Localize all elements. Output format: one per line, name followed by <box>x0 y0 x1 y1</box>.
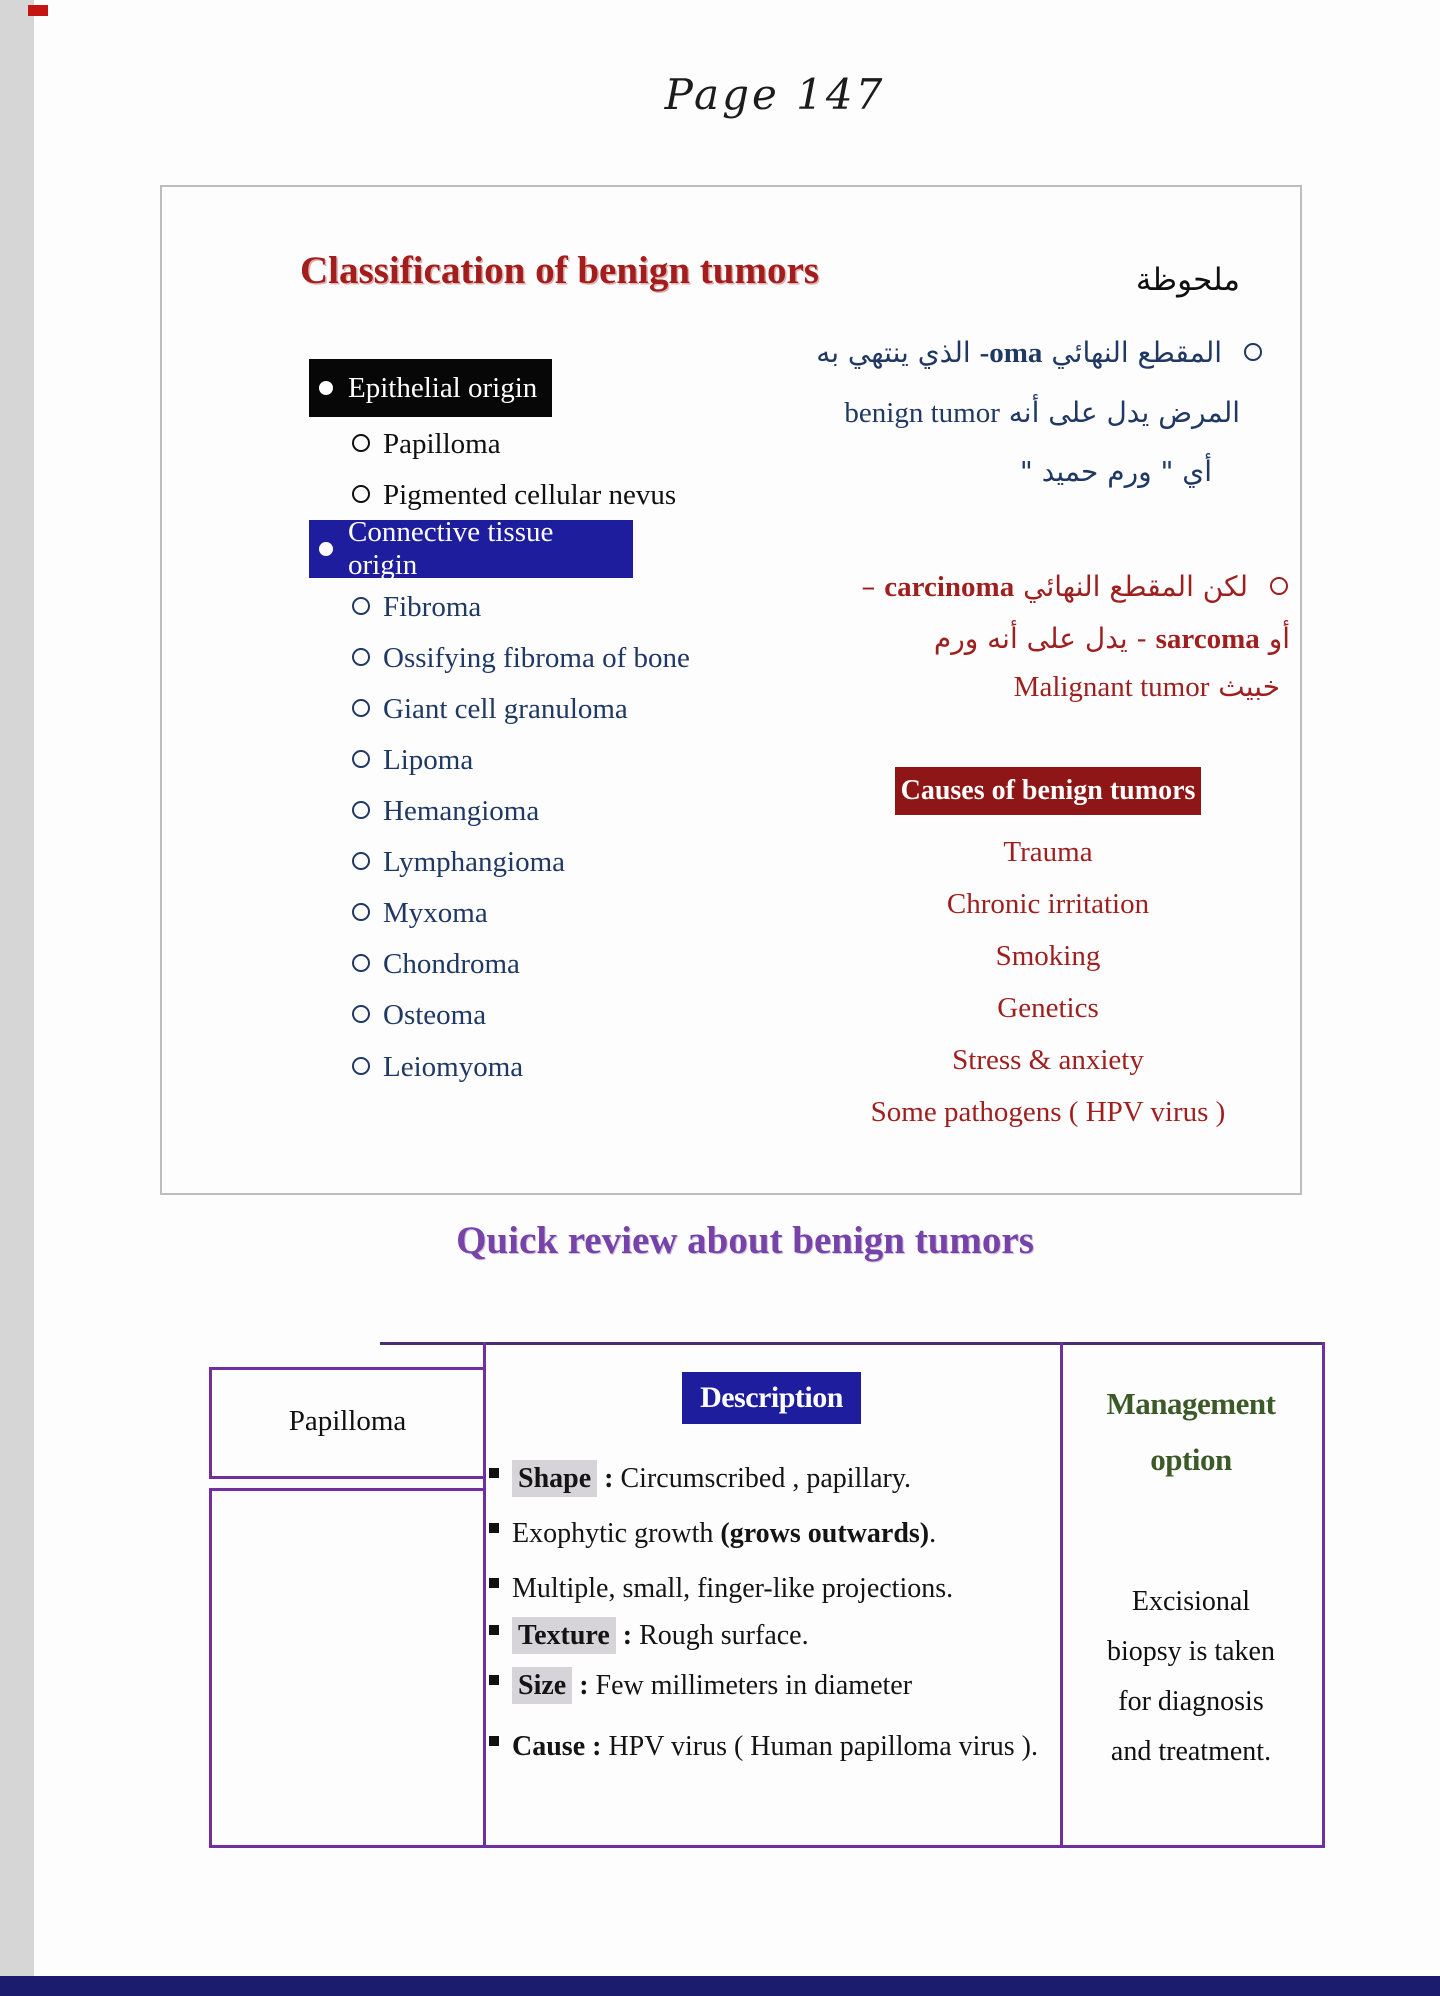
page-number: Page 147 <box>664 70 886 119</box>
square-bullet-icon <box>489 1523 499 1533</box>
list-item <box>352 479 676 512</box>
benign-note-line2 <box>844 396 1240 430</box>
square-bullet-icon <box>489 1675 499 1685</box>
management-header-line2: option <box>1150 1442 1232 1477</box>
english-term: benign tumor <box>844 397 1000 429</box>
item-text: Circumscribed , papillary. <box>620 1463 912 1494</box>
circle-bullet-icon <box>352 903 370 921</box>
malignant-note-line3 <box>1014 670 1280 704</box>
table-border-top <box>380 1342 1322 1345</box>
square-bullet-icon <box>489 1578 499 1588</box>
scan-artifact-mark <box>28 5 48 16</box>
cause-item: Smoking <box>995 940 1101 972</box>
filled-bullet-icon <box>319 381 333 395</box>
management-header-line1: Management <box>1106 1386 1276 1421</box>
table-border <box>209 1488 212 1848</box>
circle-bullet-icon <box>352 852 370 870</box>
list-item-label: Lymphangioma <box>383 846 566 878</box>
management-text-line: and treatment. <box>1110 1736 1272 1767</box>
arabic-text: أو <box>1268 622 1290 655</box>
item-text: Few millimeters in diameter <box>595 1670 913 1701</box>
arabic-text: الذي ينتهي به <box>816 336 971 369</box>
description-item <box>489 1452 1064 1505</box>
review-heading: Quick review about benign tumors <box>456 1219 1034 1262</box>
list-item <box>352 1051 523 1084</box>
list-item-label: Pigmented cellular nevus <box>383 479 677 511</box>
cause-item: Trauma <box>1003 836 1093 868</box>
list-item <box>352 948 520 981</box>
cause-item: Some pathogens ( HPV virus ) <box>870 1096 1226 1128</box>
cause-item: Stress & anxiety <box>952 1044 1144 1076</box>
list-item <box>352 642 690 675</box>
item-text: . <box>929 1518 937 1549</box>
item-bold-text: (grows outwards) <box>720 1518 930 1549</box>
item-colon: : <box>585 1731 609 1762</box>
list-item-label: Giant cell granuloma <box>383 693 628 725</box>
item-label: Shape <box>512 1460 597 1497</box>
table-border-bottom <box>209 1845 1325 1848</box>
circle-bullet-icon <box>352 485 370 503</box>
list-item-label: Myxoma <box>383 897 488 929</box>
circle-bullet-icon <box>352 699 370 717</box>
list-item-label: Ossifying fibroma of bone <box>383 642 690 674</box>
cause-item: Chronic irritation <box>946 888 1150 920</box>
arabic-text: خبيث <box>1218 670 1280 703</box>
table-border <box>209 1367 486 1370</box>
item-label: Cause <box>512 1731 586 1762</box>
epithelial-origin-label: Epithelial origin <box>348 371 538 404</box>
list-item-label: Hemangioma <box>383 795 540 827</box>
causes-list <box>820 826 1276 1138</box>
arabic-text: لكن المقطع النهائي <box>1023 570 1249 603</box>
list-item <box>352 846 565 879</box>
list-item <box>352 744 473 777</box>
management-text-line: for diagnosis <box>1118 1686 1264 1717</box>
suffix-term: oma- <box>979 337 1043 369</box>
epithelial-origin-header <box>309 359 552 417</box>
list-item-label: Chondroma <box>383 948 520 980</box>
description-item <box>489 1609 1064 1662</box>
table-border <box>209 1488 486 1491</box>
suffix-term: sarcoma <box>1155 623 1260 655</box>
circle-bullet-icon <box>352 648 370 666</box>
arabic-text: - يدل على أنه ورم <box>933 622 1147 655</box>
malignant-note-line1 <box>861 570 1288 604</box>
item-colon: : <box>597 1463 621 1494</box>
arabic-text: المقطع النهائي <box>1051 336 1223 369</box>
list-item-label: Lipoma <box>383 744 474 776</box>
list-item <box>352 693 628 726</box>
item-label: Size <box>512 1667 572 1704</box>
page-edge-strip <box>0 0 34 1996</box>
benign-note-line3 <box>1020 455 1212 488</box>
square-bullet-icon <box>489 1625 499 1635</box>
table-row-header: Papilloma <box>288 1405 407 1437</box>
management-header <box>1060 1376 1322 1488</box>
list-item-label: Leiomyoma <box>383 1051 524 1083</box>
circle-bullet-icon <box>352 954 370 972</box>
list-item-label: Osteoma <box>383 999 487 1031</box>
malignant-note-line2 <box>934 622 1290 656</box>
management-text-line: biopsy is taken <box>1107 1636 1275 1667</box>
arabic-text: أي " ورم حميد " <box>1019 455 1212 488</box>
list-item <box>352 428 501 461</box>
circle-bullet-icon <box>352 1005 370 1023</box>
causes-header-label: Causes of benign tumors <box>900 775 1196 806</box>
circle-bullet-icon <box>352 597 370 615</box>
description-item <box>489 1659 1064 1712</box>
square-bullet-icon <box>489 1736 499 1746</box>
circle-bullet-icon <box>1270 577 1288 595</box>
filled-bullet-icon <box>319 542 333 556</box>
description-item <box>489 1720 1064 1773</box>
note-title: ملحوظة <box>1135 262 1240 298</box>
classification-title: Classification of benign tumors <box>300 249 819 292</box>
circle-bullet-icon <box>352 1057 370 1075</box>
table-border <box>209 1476 486 1479</box>
list-item <box>352 897 488 930</box>
list-item <box>352 795 539 828</box>
management-text <box>1060 1577 1322 1777</box>
item-text: HPV virus ( Human papilloma virus ). <box>608 1731 1039 1762</box>
bottom-scan-bar <box>0 1976 1440 1996</box>
circle-bullet-icon <box>352 434 370 452</box>
description-item <box>489 1507 1064 1560</box>
circle-bullet-icon <box>352 750 370 768</box>
cause-item: Genetics <box>997 992 1099 1024</box>
benign-note-line1 <box>816 336 1262 370</box>
list-item-label: Fibroma <box>383 591 482 623</box>
list-item <box>352 999 486 1032</box>
square-bullet-icon <box>489 1468 499 1478</box>
list-item-label: Papilloma <box>383 428 501 460</box>
circle-bullet-icon <box>352 801 370 819</box>
item-text: Multiple, small, finger-like projections. <box>512 1573 954 1604</box>
description-item <box>489 1562 1064 1615</box>
connective-origin-header <box>309 516 633 581</box>
item-label: Texture <box>512 1617 616 1654</box>
item-text: Exophytic growth <box>512 1518 721 1549</box>
dash: – <box>861 570 876 603</box>
item-colon: : <box>572 1670 596 1701</box>
table-border <box>1322 1342 1325 1848</box>
suffix-term: carcinoma <box>884 571 1015 603</box>
connective-origin-label: Connective tissue origin <box>348 516 554 581</box>
item-text: Rough surface. <box>639 1620 809 1651</box>
arabic-text: المرض يدل على أنه <box>1008 396 1240 429</box>
description-header-cell <box>483 1372 1060 1424</box>
english-term: Malignant tumor <box>1013 671 1210 703</box>
causes-header <box>895 767 1201 815</box>
description-header: Description <box>682 1372 861 1424</box>
management-text-line: Excisional <box>1131 1586 1251 1617</box>
list-item <box>352 591 481 624</box>
circle-bullet-icon <box>1244 343 1262 361</box>
item-colon: : <box>615 1620 640 1651</box>
